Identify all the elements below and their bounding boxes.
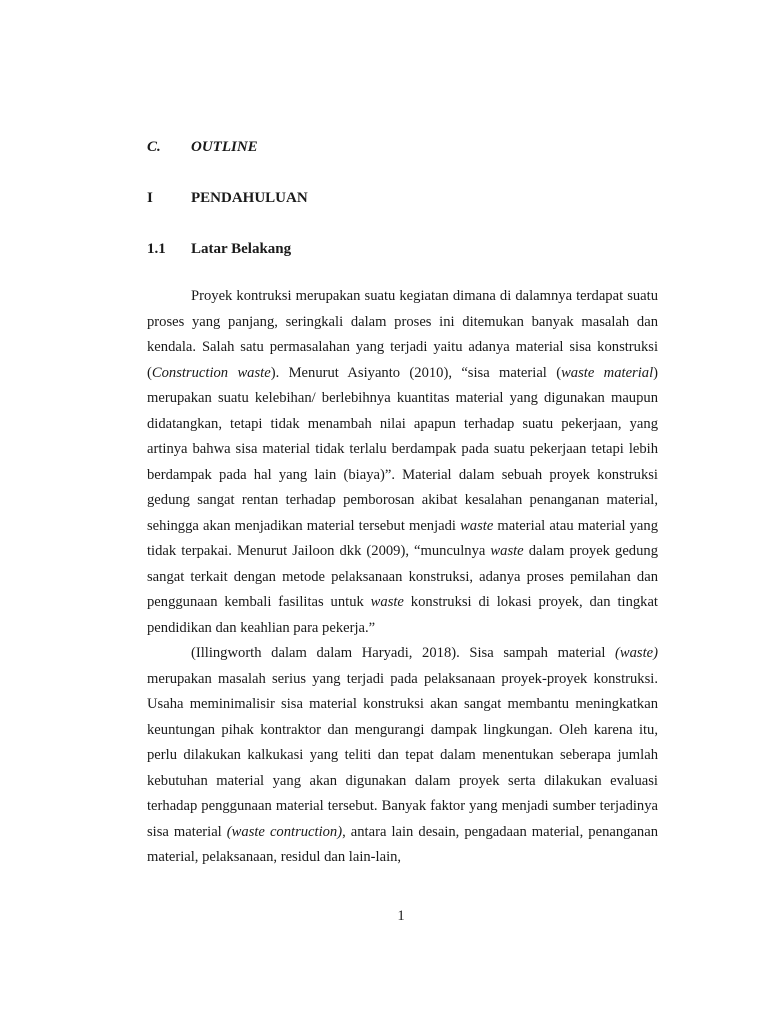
chapter-heading-number: I xyxy=(147,190,153,206)
italic-text-run: waste material xyxy=(561,364,654,381)
body-text xyxy=(147,284,658,871)
italic-text-run: Construction waste xyxy=(151,364,271,381)
outline-heading-title: OUTLINE xyxy=(191,139,258,155)
text-run: dalam proyek gedung sangat terkait dengan metode pelaksanaan konstruksi, adanya proses pemilahan dan penggunaan kembali fasilitas untuk xyxy=(147,543,658,610)
page-number: 1 xyxy=(397,908,405,924)
paragraph-1 xyxy=(147,284,658,641)
section-heading-title: Latar Belakang xyxy=(191,241,292,257)
outline-heading-number: C. xyxy=(147,139,161,155)
text-run: Proyek kontruksi merupakan suatu kegiatan dimana di dalamnya terdapat suatu proses yang panjang, seringkali dalam proses ini ditemukan banyak masalah dan kendala. Salah satu permasalahan yang terjadi yaitu adanya material sisa konstruksi ( xyxy=(147,288,658,381)
text-run: (Illingworth dalam dalam Haryadi, 2018). Sisa sampah material xyxy=(191,645,616,661)
chapter-heading xyxy=(147,188,308,208)
text-run: ) merupakan suatu kelebihan/ berlebihnya kuantitas material yang digunakan maupun didatangkan, tetapi tidak menambah nilai apapun terhadap suatu pekerjaan, yang artinya bahwa sisa material tidak terlalu berdampak pada suatu pekerjaan tetapi lebih berdampak pada hal yang lain (biaya)”. Material dalam sebuah proyek konstruksi gedung sangat rentan terhadap pemborosan akibat kesalahan penanganan material, sehingga akan menjadikan material tersebut menjadi xyxy=(147,364,659,534)
italic-text-run: waste xyxy=(490,543,524,559)
section-heading-number: 1.1 xyxy=(147,241,166,257)
chapter-heading-title: PENDAHULUAN xyxy=(191,190,308,206)
italic-text-run: waste xyxy=(370,594,404,610)
italic-text-run: waste xyxy=(460,517,494,534)
italic-text-run: (waste contruction) xyxy=(226,823,343,840)
section-heading xyxy=(147,239,291,259)
text-run: konstruksi di lokasi proyek, dan tingkat pendidikan dan keahlian para pekerja.” xyxy=(147,594,658,636)
text-run: merupakan masalah serius yang terjadi pada pelaksanaan proyek-proyek konstruksi. Usaha meminimalisir sisa material konstruksi akan sangat membantu meningkatkan keuntungan pihak kontraktor dan mengurangi dampak lingkungan. Oleh karena itu, perlu dilakukan kalkukasi yang teliti dan tepat dalam menentukan seberapa jumlah kebutuhan material yang akan digunakan dalam proyek serta dilakukan evaluasi terhadap penggunaan material tersebut. Banyak faktor yang menjadi sumber terjadinya sisa material xyxy=(147,670,658,840)
text-run: ). Menurut Asiyanto (2010), “sisa material ( xyxy=(270,364,562,381)
outline-heading xyxy=(147,137,258,157)
paragraph-2 xyxy=(147,641,658,871)
text-run: , antara lain desain, pengadaan material, penanganan material, pelaksanaan, residul dan lain-lain, xyxy=(147,823,658,865)
text-run: material atau material yang tidak terpakai. Menurut Jailoon dkk (2009), “munculnya xyxy=(147,517,658,559)
italic-text-run: (waste) xyxy=(615,645,658,661)
